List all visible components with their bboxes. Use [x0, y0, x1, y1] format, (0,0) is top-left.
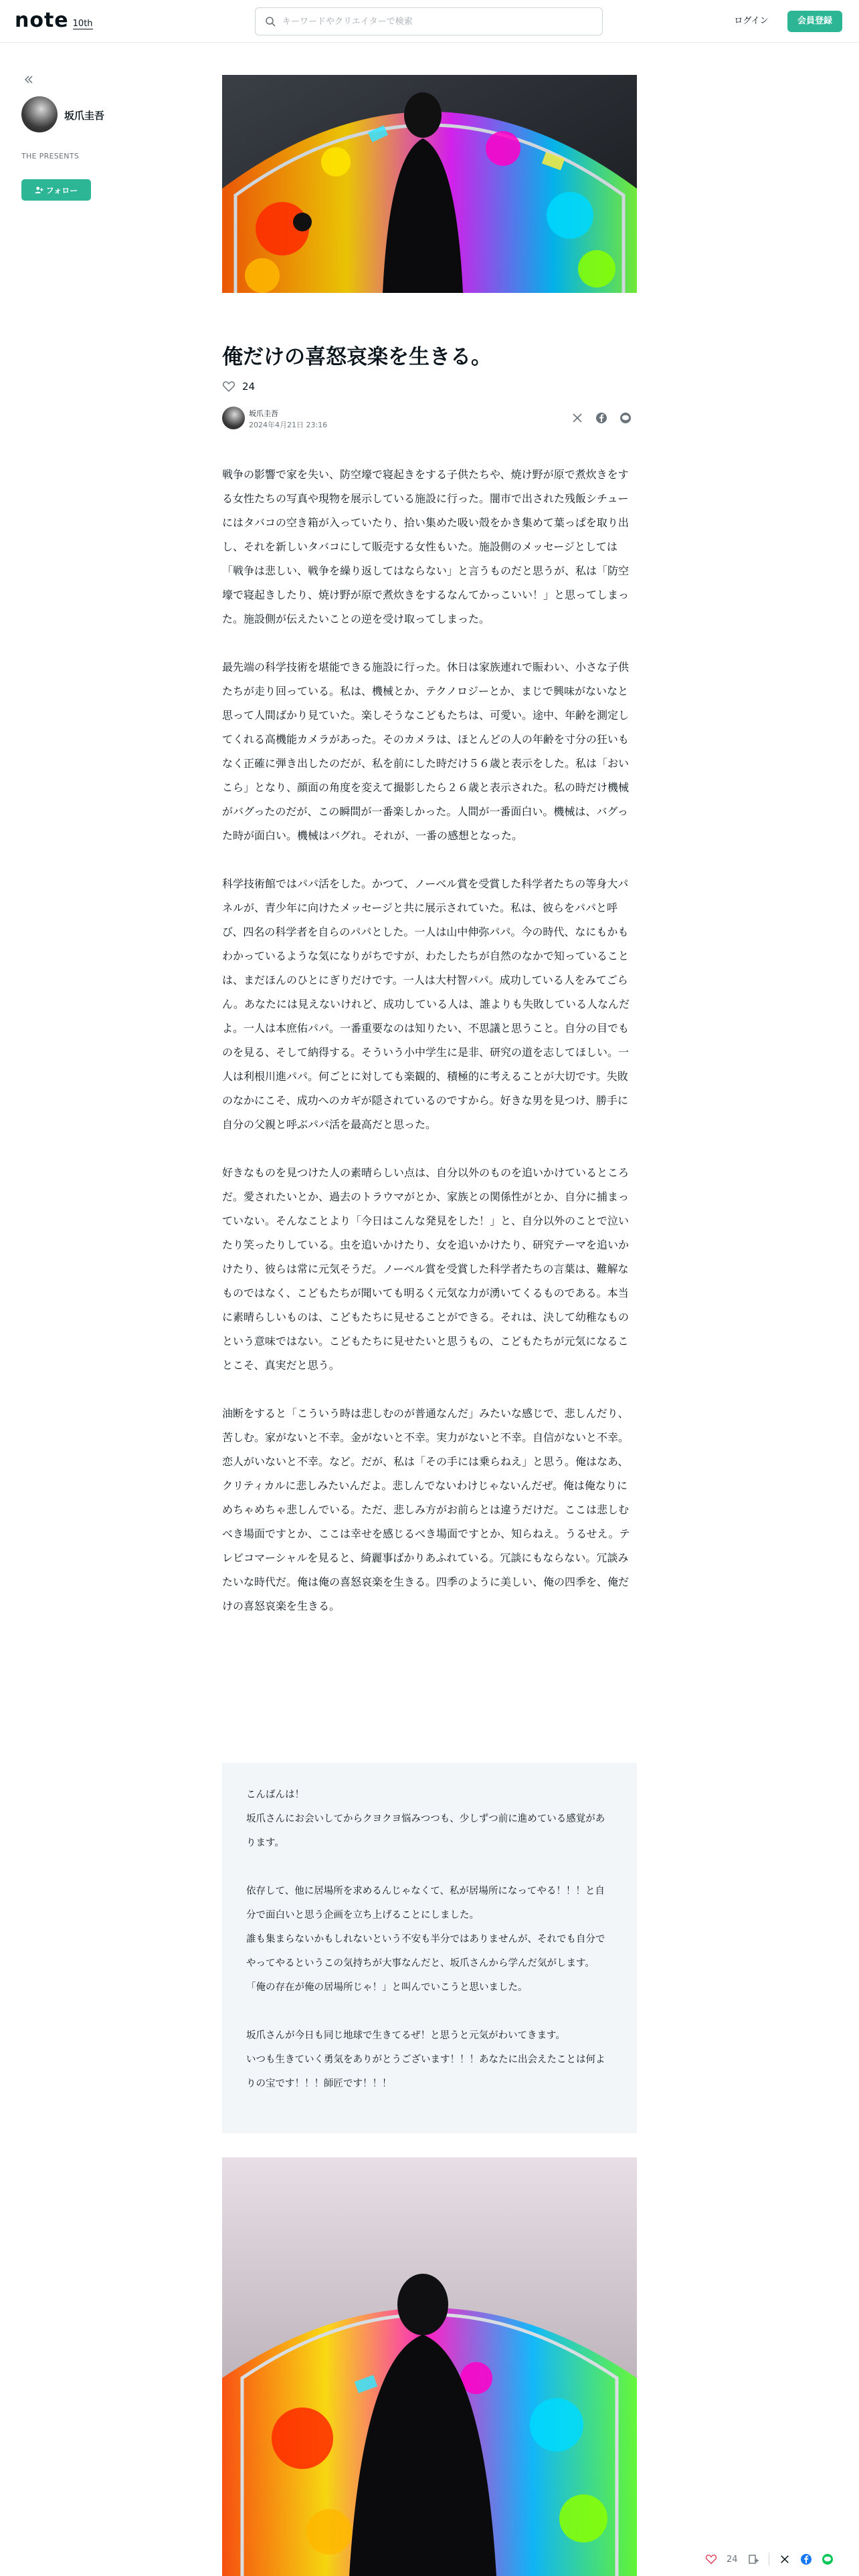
add-user-icon	[35, 186, 43, 195]
quote-spacer	[246, 1855, 613, 1879]
article-title: 俺だけの喜怒哀楽を生きる。	[222, 345, 492, 369]
follow-button[interactable]	[21, 179, 91, 201]
creator-tagline: THE PRESENTS	[21, 152, 80, 160]
quote-line: いつも生きていく勇気をありがとうございます！！！あなたに出会えたことは何よりの宝です！！！師匠です！！！	[246, 2054, 605, 2089]
quote-line: 坂爪さんにお会いしてからクヨクヨ悩みつつも、少しずつ前に進めている感覚があります。	[246, 1814, 605, 1848]
share-icons	[571, 412, 632, 424]
article-photo	[222, 2157, 637, 2576]
note-logo[interactable]	[15, 9, 93, 32]
quote-line: 坂爪さんが今日も同じ地球で生きてるぜ！と思うと元気がわいてきます。	[246, 2030, 565, 2041]
article-paragraph: 戦争の影響で家を失い、防空壕で寝起きをする子供たちや、焼け野が原で煮炊きをする女性たちの写真や現物を展示している施設に行った。闇市で出された残飯シチューにはタバコの空き箱が入っていたり、拾い集めた吸い殻をかき集めて葉っぱを取り出し、それを新しいタバコにして販売する女性もいた。施設側のメッセージとしては「戦争は悲しい、戦争を繰り返してはならない」と言うものだと思うが、私は「防空壕で寝起きしたり、焼け野が原で煮炊きをするなんてかっこいい！」と思ってしまった。施設側が伝えたいことの逆を受け取ってしまった。	[222, 468, 630, 625]
like-row	[222, 380, 255, 393]
line-share-icon[interactable]	[619, 412, 632, 424]
like-heart-icon[interactable]	[705, 2553, 717, 2565]
line-share-icon[interactable]	[822, 2553, 834, 2565]
quote-line: 「俺の存在が俺の居場所じゃ！」と叫んでいこうと思いました。	[246, 1982, 528, 1993]
search-icon	[265, 16, 276, 27]
logo-wordmark: note	[15, 9, 69, 32]
quote-line: 依存して、他に居場所を求めるんじゃなくて、私が居場所になってやる！！！と自分で面白いと思う企画を立ち上げることにしました。	[246, 1886, 605, 1921]
article-body	[222, 463, 637, 1642]
login-button[interactable]: ログイン	[734, 16, 769, 26]
x-share-icon[interactable]	[779, 2553, 791, 2565]
creator-avatar[interactable]	[21, 96, 58, 132]
creator-name[interactable]: 坂爪圭吾	[64, 110, 105, 122]
quote-line: こんばんは！	[246, 1790, 304, 1800]
author-row	[222, 407, 637, 431]
signup-button[interactable]: 会員登録	[787, 11, 842, 32]
floating-action-bar	[696, 2543, 859, 2576]
heart-icon[interactable]	[222, 380, 235, 393]
logo-10th-badge: 10th	[72, 19, 93, 29]
site-header	[0, 0, 859, 43]
facebook-share-icon[interactable]	[595, 412, 607, 424]
search-input[interactable]	[282, 8, 590, 35]
facebook-share-icon[interactable]	[800, 2553, 812, 2565]
quote-spacer	[246, 2000, 613, 2024]
article-paragraph: 科学技術館ではパパ活をした。かつて、ノーベル賞を受賞した科学者たちの等身大パネルが、青少年に向けたメッセージと共に展示されていた。私は、彼らをパパと呼び、四名の科学者を自らのパパとした。一人は山中伸弥パパ。今の時代、なにもかもわかっているような気になりがちですが、わたしたちが自然のなかで知っていることは、まだほんのひとにぎりだけです。一人は大村智パパ。成功している人をみてごらん。あなたには見えないけれど、成功している人は、誰よりも失敗している人なんだよ。一人は本庶佑パパ。一番重要なのは知りたい、不思議と思うこと。自分の目でものを見る、そして納得する。そういう小中学生に是非、研究の道を志してほしい。一人は利根川進パパ。何ごとに対しても楽観的、積極的に考えることが大切です。失敗のなかにこそ、成功へのカギが隠されているのですから。好きな男を見つけ、勝手に自分の父親と呼ぶパパ活を最高だと思った。	[222, 877, 630, 1131]
quote-block	[222, 1763, 637, 2133]
author-avatar[interactable]	[222, 407, 245, 429]
search-box[interactable]	[255, 7, 603, 35]
article-paragraph: 最先端の科学技術を堪能できる施設に行った。休日は家族連れで賑わい、小さな子供たちが走り回っている。私は、機械とか、テクノロジーとか、まじで興味がないなと思って人間ばかり見ていた。楽しそうなこどもたちは、可愛い。途中、年齢を測定してくれる高機能カメラがあった。そのカメラは、ほとんどの人の年齢を寸分の狂いもなく正確に弾き出したのだが、私を前にした時だけ５６歳と表示をした。私は「おいこら」となり、顔面の角度を変えて撮影したら２６歳と表示された。私の時だけ機械がバグったのだが、この瞬間が一番楽しかった。人間が一番面白い。機械は、バグった時が面白い。機械はバグれ。それが、一番の感想となった。	[222, 661, 630, 842]
hero-image	[222, 75, 637, 293]
x-share-icon[interactable]	[571, 412, 583, 424]
article-paragraph: 好きなものを見つけた人の素晴らしい点は、自分以外のものを追いかけているところだ。愛されたいとか、過去のトラウマがとか、家族との関係性がとか、自分に捕まっていない。そんなことより「今日はこんな発見をした！」と、自分以外のことで泣いたり笑ったりしている。虫を追いかけたり、女を追いかけたり、研究テーマを追いかけたり、彼らは常に元気そうだ。ノーベル賞を受賞した科学者たちの言葉は、難解なものではなく、こどもたちが聞いても明るく元気な力が湧いてくるものである。本当に素晴らしいものは、こどもたちに見せることができる。それは、決して幼稚なものという意味ではない。こどもたちに見せたいと思うもの、こどもたちが元気になることこそ、真実だと思う。	[222, 1166, 630, 1372]
float-like-count[interactable]: 24	[727, 2554, 738, 2565]
follow-label: フォロー	[45, 185, 78, 195]
article-paragraph: 油断をすると「こういう時は悲しむのが普通なんだ」みたいな感じで、悲しんだり、苦しむ。家がないと不幸。金がないと不幸。実力がないと不幸。自信がないと不幸。恋人がいないと不幸。など。だが、私は「その手には乗らねえ」と思う。俺はなあ、クリティカルに悲しみたいんだよ。悲しんでないわけじゃないんだぜ。俺は俺なりにめちゃめちゃ悲しんでいる。ただ、悲しみ方がお前らとは違うだけだ。ここは悲しむべき場面ですとか、ここは幸せを感じるべき場面ですとか、知らねえ。うるせえ。テレビコマーシャルを見ると、綺麗事ばかりあふれている。冗談にもならない。冗談みたいな時代だ。俺は俺の喜怒哀楽を生きる。四季のように美しい、俺の四季を、俺だけの喜怒哀楽を生きる。	[222, 1407, 630, 1612]
quote-line: 誰も集まらないかもしれないという不安も半分ではありませんが、それでも自分でやってやるというこの気持ちが大事なんだと、坂爪さんから学んだ気がします。	[246, 1934, 605, 1969]
collapse-sidebar-icon[interactable]	[23, 74, 35, 86]
magazine-add-icon[interactable]	[747, 2553, 759, 2565]
author-name[interactable]: 坂爪圭吾	[249, 409, 278, 418]
like-count[interactable]: 24	[242, 381, 256, 393]
post-date: 2024年4月21日 23:16	[249, 421, 328, 429]
